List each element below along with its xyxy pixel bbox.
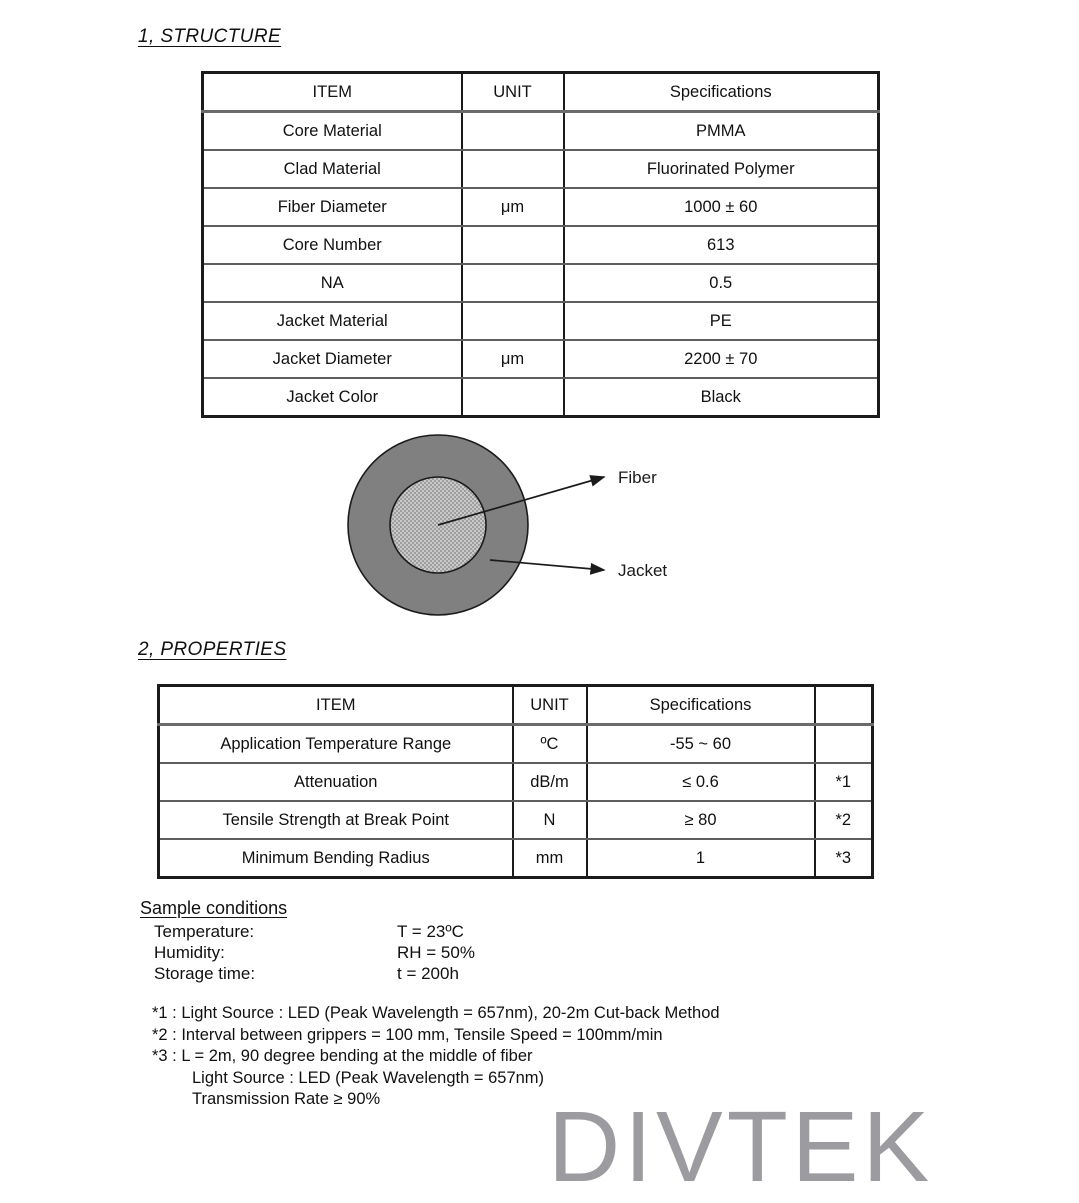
cell-spec: 1	[587, 839, 815, 878]
table-row	[203, 150, 879, 188]
sample-condition-label: Humidity:	[154, 943, 225, 962]
footnote-1: *1 : Light Source : LED (Peak Wavelength = 657nm), 20-2m Cut-back Method	[152, 1004, 720, 1022]
diagram-label-jacket: Jacket	[618, 561, 668, 580]
cell-item: Minimum Bending Radius	[159, 839, 513, 878]
sample-condition-row	[154, 942, 640, 963]
table-row	[159, 763, 873, 801]
column-header-specifications: Specifications	[564, 73, 879, 112]
cell-spec: 2200 ± 70	[564, 340, 879, 378]
cell-item: Attenuation	[159, 763, 513, 801]
sample-condition-row	[154, 963, 640, 984]
cell-unit: μm	[462, 340, 564, 378]
section-heading-properties: 2, PROPERTIES	[138, 639, 287, 660]
cell-item: Core Material	[203, 112, 462, 151]
divtek-watermark: DIVTEK	[548, 1091, 934, 1203]
cell-unit	[462, 112, 564, 151]
column-header-item: ITEM	[159, 686, 513, 725]
footnote-3: *3 : L = 2m, 90 degree bending at the middle of fiber	[152, 1047, 533, 1065]
column-header-unit: UNIT	[513, 686, 587, 725]
column-header-unit: UNIT	[462, 73, 564, 112]
cell-spec: 1000 ± 60	[564, 188, 879, 226]
cell-item: Fiber Diameter	[203, 188, 462, 226]
column-header-note	[815, 686, 873, 725]
table-row	[203, 188, 879, 226]
diagram-label-fiber: Fiber	[618, 468, 657, 487]
column-header-item: ITEM	[203, 73, 462, 112]
table-row	[203, 340, 879, 378]
sample-condition-value: T = 23ºC	[397, 922, 464, 941]
structure-specification-table	[201, 71, 880, 418]
fiber-cross-section-diagram	[330, 420, 730, 630]
sample-conditions-title: Sample conditions	[140, 898, 288, 918]
cell-item: Core Number	[203, 226, 462, 264]
cell-item: Jacket Color	[203, 378, 462, 417]
sample-condition-label: Storage time:	[154, 964, 256, 983]
properties-specification-table	[157, 684, 874, 879]
cell-spec: PE	[564, 302, 879, 340]
table-row	[203, 112, 879, 151]
table-header-row	[203, 73, 879, 112]
footnote-3-light-source: Light Source : LED (Peak Wavelength = 657nm)	[192, 1068, 545, 1087]
sample-condition-row	[154, 921, 640, 942]
cell-spec: Fluorinated Polymer	[564, 150, 879, 188]
sample-condition-value: t = 200h	[397, 964, 459, 983]
cell-unit	[462, 302, 564, 340]
cell-unit	[462, 226, 564, 264]
cell-spec: -55 ~ 60	[587, 725, 815, 764]
cell-item: NA	[203, 264, 462, 302]
table-row	[203, 302, 879, 340]
table-row	[159, 725, 873, 764]
cell-item: Clad Material	[203, 150, 462, 188]
sample-conditions-block	[140, 898, 640, 984]
cell-spec: PMMA	[564, 112, 879, 151]
cell-item: Jacket Material	[203, 302, 462, 340]
cell-unit: ºC	[513, 725, 587, 764]
cell-note: *3	[815, 839, 873, 878]
cell-unit: N	[513, 801, 587, 839]
cell-note: *2	[815, 801, 873, 839]
footnote-3-transmission-rate: Transmission Rate ≥ 90%	[192, 1090, 381, 1108]
cell-spec: ≤ 0.6	[587, 763, 815, 801]
cell-item: Jacket Diameter	[203, 340, 462, 378]
table-row	[203, 378, 879, 417]
cell-item: Application Temperature Range	[159, 725, 513, 764]
footnote-2: *2 : Interval between grippers = 100 mm, Tensile Speed = 100mm/min	[152, 1025, 663, 1044]
column-header-specifications: Specifications	[587, 686, 815, 725]
sample-condition-value: RH = 50%	[397, 943, 475, 962]
cell-unit: μm	[462, 188, 564, 226]
table-row	[159, 839, 873, 878]
cell-spec: 613	[564, 226, 879, 264]
cell-note	[815, 725, 873, 764]
cell-note: *1	[815, 763, 873, 801]
table-header-row	[159, 686, 873, 725]
cell-spec: 0.5	[564, 264, 879, 302]
cell-unit	[462, 378, 564, 417]
sample-condition-label: Temperature:	[154, 922, 255, 941]
cell-item: Tensile Strength at Break Point	[159, 801, 513, 839]
cell-unit: dB/m	[513, 763, 587, 801]
table-row	[203, 264, 879, 302]
cell-spec: ≥ 80	[587, 801, 815, 839]
cell-spec: Black	[564, 378, 879, 417]
cell-unit: mm	[513, 839, 587, 878]
cell-unit	[462, 150, 564, 188]
cell-unit	[462, 264, 564, 302]
table-row	[159, 801, 873, 839]
section-heading-structure: 1, STRUCTURE	[138, 26, 282, 47]
table-row	[203, 226, 879, 264]
